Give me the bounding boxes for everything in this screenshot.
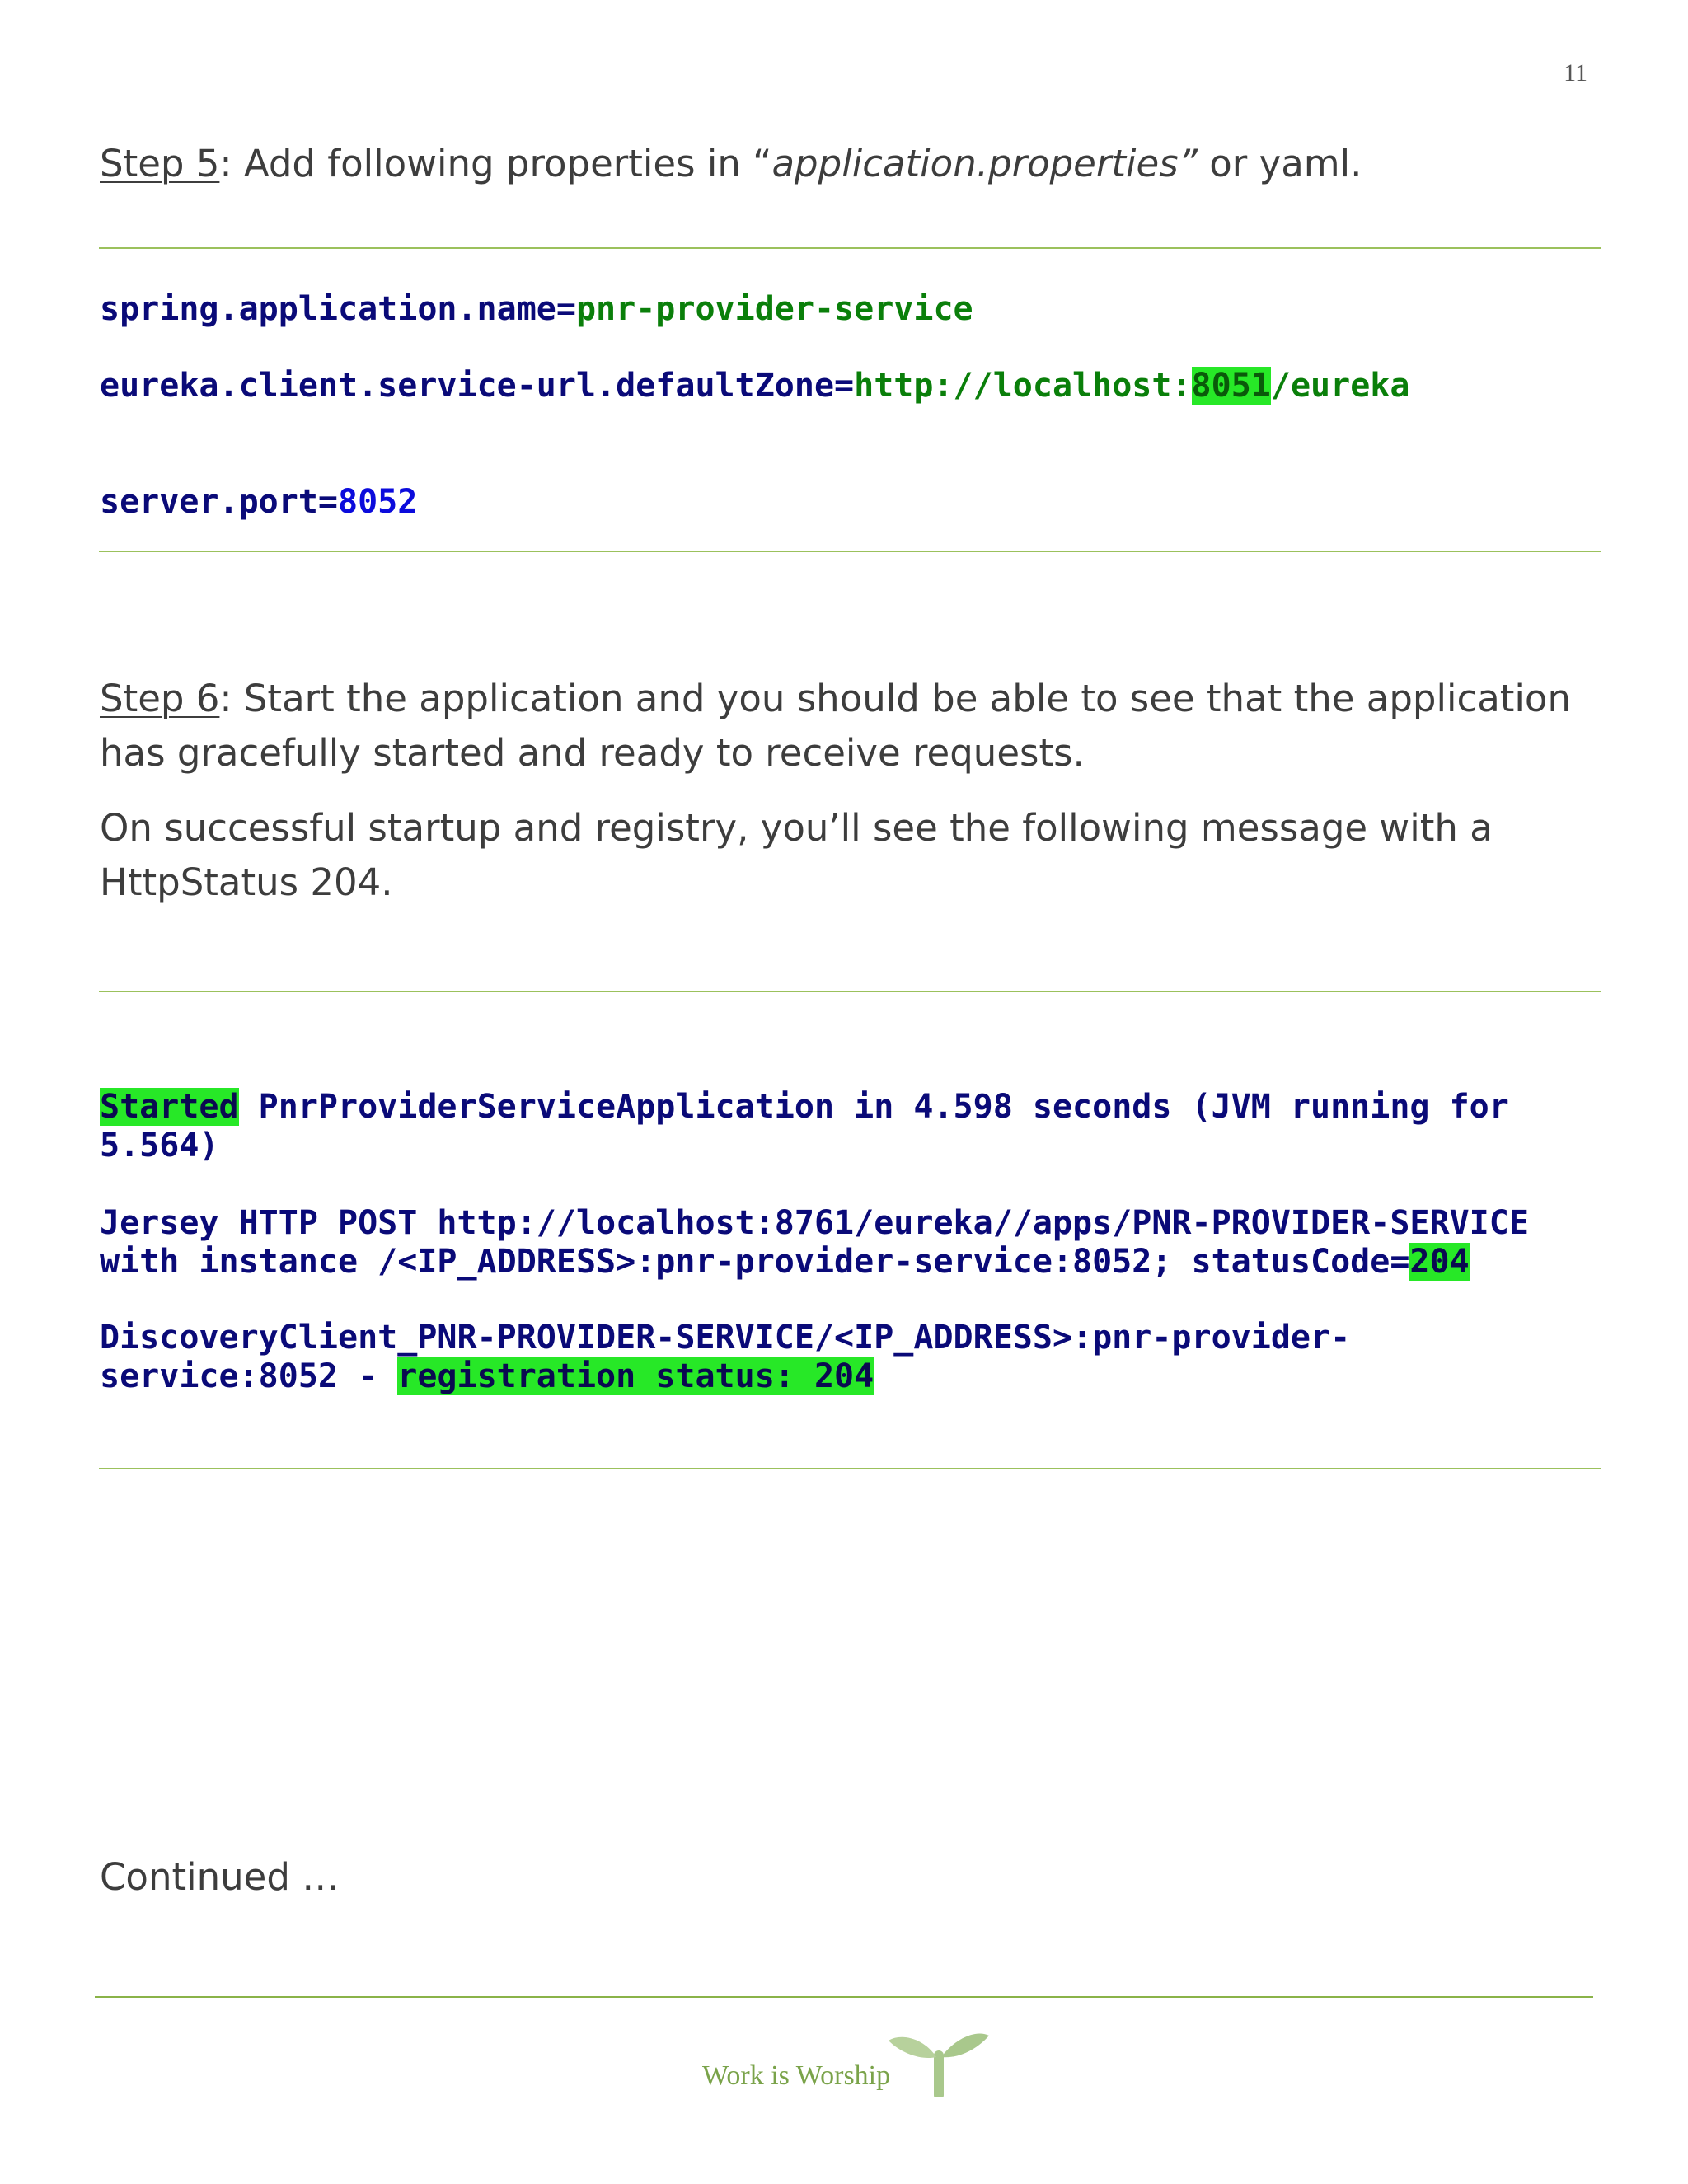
log-line-started [100, 1088, 1600, 1127]
property-key: eureka.client.service-url.defaultZone= [100, 367, 855, 405]
property-key: server.port= [100, 483, 338, 521]
property-value: http://localhost: [854, 367, 1192, 405]
step-5-filename: application.properties” [771, 142, 1198, 185]
property-line-eureka-url [100, 367, 1600, 405]
continued-text: Continued … [100, 1855, 340, 1899]
startup-paragraph: On successful startup and registry, you’ll see the following message with a HttpStatus 204. [100, 806, 1493, 904]
property-key: spring.application.name= [100, 290, 576, 328]
footer-motto: Work is Worship [702, 2060, 891, 2091]
section-divider [99, 551, 1601, 552]
log-line-jvm: 5.564) [100, 1127, 219, 1165]
log-line-instance [100, 1243, 1600, 1282]
step-6-paragraph [100, 672, 1600, 780]
section-divider [99, 991, 1601, 992]
step-6-text: : Start the application and you should be able to see that the application has gracefully started and ready to receive requests. [100, 677, 1571, 775]
property-line-app-name [100, 290, 1600, 329]
section-divider [99, 1468, 1601, 1469]
step-5-text-end: or yaml. [1197, 142, 1362, 185]
highlighted-status-code: 204 [1409, 1243, 1470, 1281]
step-5-paragraph [100, 137, 1600, 191]
step-5-text: : Add following properties in “ [219, 142, 772, 185]
step-6-label: Step 6 [100, 677, 220, 720]
highlighted-started: Started [100, 1088, 239, 1126]
highlighted-port: 8051 [1191, 367, 1271, 405]
log-line-registration [100, 1357, 1600, 1396]
property-value: pnr-provider-service [575, 290, 973, 328]
property-value-suffix: /eureka [1270, 367, 1410, 405]
page-number: 11 [1564, 59, 1587, 87]
footer-divider [95, 1996, 1593, 1998]
step-5-label: Step 5 [100, 142, 220, 185]
log-line-jersey: Jersey HTTP POST http://localhost:8761/eureka//apps/PNR-PROVIDER-SERVICE [100, 1204, 1529, 1242]
highlighted-registration-status: registration status: 204 [397, 1357, 874, 1395]
sprout-icon [887, 2021, 991, 2097]
log-text: with instance /<IP_ADDRESS>:pnr-provider-service:8052; statusCode= [100, 1243, 1410, 1281]
property-line-server-port [100, 483, 1600, 522]
section-divider [99, 247, 1601, 249]
log-text: service:8052 - [100, 1357, 398, 1395]
log-line-discovery: DiscoveryClient_PNR-PROVIDER-SERVICE/<IP_ADDRESS>:pnr-provider- [100, 1319, 1351, 1357]
log-text: PnrProviderServiceApplication in 4.598 seconds (JVM running for [238, 1088, 1509, 1126]
property-value: 8052 [337, 483, 418, 521]
